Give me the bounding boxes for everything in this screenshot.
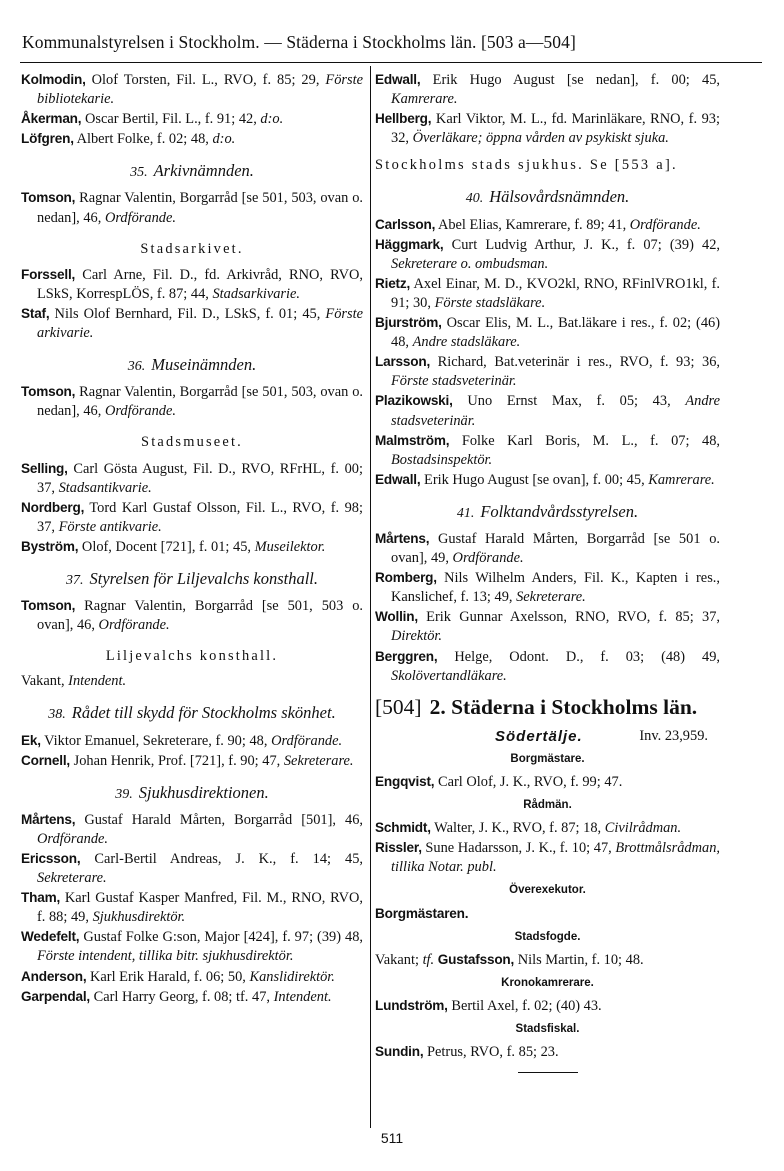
directory-entry xyxy=(375,431,720,470)
person-title: Ordförande. xyxy=(271,732,343,749)
directory-entry xyxy=(21,596,363,635)
person-details: Carl Gösta August, Fil. D., RVO, RFrHL, f. 00; 37, xyxy=(37,460,363,496)
directory-entry xyxy=(375,568,720,607)
person-details: Tord Karl Gustaf Olsson, Fil. L., RVO, f. 98; 37, xyxy=(37,499,363,535)
person-name: Larsson, xyxy=(375,354,431,370)
person-details: Curt Ludvig Arthur, J. K., f. 07; (39) 42, xyxy=(443,236,720,253)
person-title: Kamrerare. xyxy=(391,91,458,108)
subheading-stadsfogde: Stadsfogde. xyxy=(514,930,581,943)
directory-entry xyxy=(375,647,720,686)
person-name: Mårtens, xyxy=(21,811,76,827)
section-heading-35: 35. Arkivnämnden. xyxy=(130,161,254,181)
person-details: Albert Folke, f. 02; 48, xyxy=(73,131,213,148)
person-title: Förste stadsläkare. xyxy=(434,294,546,311)
directory-entry xyxy=(375,607,720,646)
person-title: Sekreterare. xyxy=(37,870,107,887)
town-heading: Södertälje. Inv. 23,959. xyxy=(495,727,708,745)
subheading-stadsmuseet: Stadsmuseet. xyxy=(141,434,243,451)
person-name: Engqvist, xyxy=(375,774,435,789)
person-name: Bjurström, xyxy=(375,315,442,331)
person-name: Nordberg, xyxy=(21,499,85,515)
person-details: Abel Elias, Kamrerare, f. 89; 41, xyxy=(435,216,630,233)
page-number: 511 xyxy=(380,1130,404,1146)
directory-entry xyxy=(21,265,363,304)
person-details: Erik Gunnar Axelsson, RNO, RVO, f. 85; 37, xyxy=(417,609,720,626)
person-name: Rissler, xyxy=(375,840,422,856)
directory-entry xyxy=(21,849,363,888)
person-details: Gustaf Harald Mårten, Borgarråd [se 501 o. ovan], 49, xyxy=(391,530,720,567)
closing-rule xyxy=(518,1072,578,1073)
person-name: Romberg, xyxy=(375,570,437,586)
entry-list xyxy=(21,731,363,771)
person-details: Oscar Elis, M. L., Bat.läkare i res., f. 02; (46) 48, xyxy=(391,315,720,351)
person-title: Ordförande. xyxy=(629,216,701,233)
person-details: Folke Karl Boris, M. L., f. 07; 48, xyxy=(449,432,720,449)
entry-list xyxy=(21,188,363,227)
directory-entry xyxy=(21,70,363,109)
person-name: Plazikowski, xyxy=(375,393,453,409)
directory-entry xyxy=(21,810,363,849)
directory-entry xyxy=(21,731,363,751)
directory-entry xyxy=(21,888,363,927)
directory-entry xyxy=(21,537,363,557)
person-title: Sekreterare. xyxy=(516,589,586,606)
directory-entry xyxy=(375,1042,720,1062)
person-title: Förste intendent, tillika bitr. sjukhusdirektör. xyxy=(37,948,294,965)
directory-entry xyxy=(21,129,363,149)
person-name: Staf, xyxy=(21,305,50,321)
stadsfogde-entry: Vakant; tf. Gustafsson, Nils Martin, f. 10; 48. xyxy=(375,951,644,968)
person-details: Erik Hugo August [se ovan], f. 00; 45, xyxy=(420,471,649,488)
directory-entry xyxy=(375,352,720,391)
person-details: Karl Gustaf Kasper Manfred, Fil. M., RNO, RVO, f. 88; 49, xyxy=(37,890,363,926)
directory-entry xyxy=(21,967,363,987)
person-details: Olof, Docent [721], f. 01; 45, xyxy=(78,538,255,555)
entry-list xyxy=(21,70,363,149)
person-name: Hellberg, xyxy=(375,111,432,127)
person-title: Förste antikvarie. xyxy=(58,518,162,535)
person-details: Carl Olof, J. K., RVO, f. 99; 47. xyxy=(434,774,623,790)
person-name: Carlsson, xyxy=(375,216,436,232)
entry-list xyxy=(375,215,720,490)
person-details: Johan Henrik, Prof. [721], f. 90; 47, xyxy=(70,752,284,769)
person-title: Sekreterare o. ombudsman. xyxy=(391,255,549,272)
person-title: Brottmålsrådman, tillika Notar. publ. xyxy=(391,840,720,876)
person-name: Selling, xyxy=(21,460,68,476)
directory-entry xyxy=(375,818,720,838)
person-details: Karl Erik Harald, f. 06; 50, xyxy=(86,968,250,985)
person-name: Lundström, xyxy=(375,997,448,1013)
person-details: Nils Wilhelm Anders, Fil. K., Kapten i res., Kanslichef, f. 13; 49, xyxy=(391,570,720,606)
person-details: Gustaf Folke G:son, Major [424], f. 97; (39) 48, xyxy=(79,929,363,946)
person-title: Förste arkivarie. xyxy=(37,305,363,342)
person-name: Sundin, xyxy=(375,1044,424,1060)
directory-entry xyxy=(21,751,363,771)
person-title: Ordförande. xyxy=(452,550,524,567)
person-name: Wollin, xyxy=(375,609,418,625)
person-details: Olof Torsten, Fil. L., RVO, f. 85; 29, xyxy=(85,72,326,88)
directory-entry xyxy=(375,235,720,274)
person-title: Stadsantikvarie. xyxy=(58,479,152,496)
person-title: Skolövertandläkare. xyxy=(391,667,507,684)
person-title: Andre stadsveterinär. xyxy=(391,393,720,429)
borgmastaren-entry: Borgmästaren. xyxy=(375,905,469,921)
entry-list xyxy=(21,265,363,343)
person-name: Cornell, xyxy=(21,752,71,768)
directory-entry xyxy=(375,109,720,148)
directory-entry xyxy=(375,215,720,235)
person-name: Wedefelt, xyxy=(21,929,80,945)
person-details: Oscar Bertil, Fil. L., f. 91; 42, xyxy=(81,111,261,128)
person-title: d:o. xyxy=(212,131,236,148)
section-heading-41: 41. Folktandvårdsstyrelsen. xyxy=(456,501,639,521)
column-divider xyxy=(370,66,371,1128)
person-details: Viktor Emanuel, Sekreterare, f. 90; 48, xyxy=(40,732,272,749)
subheading-borgmastare: Borgmästare. xyxy=(510,752,585,765)
person-title: Kamrerare. xyxy=(648,471,715,488)
person-name: Rietz, xyxy=(375,275,411,291)
person-details: Axel Einar, M. D., KVO2kl, RNO, RFinlVRO1kl, f. 91; 30, xyxy=(391,275,720,311)
directory-entry xyxy=(21,459,363,498)
person-title: Andre stadsläkare. xyxy=(412,334,521,351)
person-name: Edwall, xyxy=(375,471,421,487)
directory-entry xyxy=(21,927,363,966)
person-details: Ragnar Valentin, Borgarråd [se 501, 503 o. ovan], 46, xyxy=(37,598,363,634)
entry-list xyxy=(21,596,363,635)
person-details: Uno Ernst Max, f. 05; 43, xyxy=(452,393,686,410)
person-name: Anderson, xyxy=(21,968,87,984)
person-title: Stadsarkivarie. xyxy=(212,285,301,302)
section-heading-37: 37. Styrelsen för Liljevalchs konsthall. xyxy=(65,568,319,588)
vakant-entry: Vakant, Intendent. xyxy=(21,673,127,690)
subheading-radman: Rådmän. xyxy=(523,799,572,812)
section-heading-38: 38. Rådet till skydd för Stockholms skönhet. xyxy=(48,703,336,723)
sjukhus-reference: Stockholms stads sjukhus. Se [553 a]. xyxy=(375,157,678,174)
person-details: Helge, Odont. D., f. 03; (48) 49, xyxy=(437,648,720,665)
chapter-heading: [504] 2. Städerna i Stockholms län. xyxy=(375,694,698,719)
person-title: Civilrådman. xyxy=(604,820,682,837)
person-details: Sune Hadarsson, J. K., f. 10; 47, xyxy=(421,840,616,857)
directory-entry xyxy=(21,188,363,227)
person-title: Intendent. xyxy=(273,988,332,1005)
person-title: Ordförande. xyxy=(37,830,109,847)
person-details: Ragnar Valentin, Borgarråd [se 501, 503, ovan o. nedan], 46, xyxy=(37,384,363,420)
person-details: Ragnar Valentin, Borgarråd [se 501, 503, ovan o. nedan], 46, xyxy=(37,190,363,226)
person-name: Löfgren, xyxy=(21,131,74,147)
person-details: Gustaf Harald Mårten, Borgarråd [501], 46, xyxy=(75,811,363,828)
person-name: Ek, xyxy=(21,732,41,748)
person-name: Garpendal, xyxy=(21,988,91,1004)
person-details: Richard, Bat.veterinär i res., RVO, f. 93; 36, xyxy=(430,354,720,371)
person-name: Tham, xyxy=(21,890,61,906)
directory-entry xyxy=(375,274,720,313)
person-name: Häggmark, xyxy=(375,236,444,252)
person-details: Carl Harry Georg, f. 08; tf. 47, xyxy=(90,988,274,1005)
subheading-liljevalchs: Liljevalchs konsthall. xyxy=(105,648,279,665)
entry-list xyxy=(375,996,720,1016)
directory-entry xyxy=(21,304,363,343)
directory-entry xyxy=(375,772,720,792)
person-name: Mårtens, xyxy=(375,530,430,546)
person-details: Petrus, RVO, f. 85; 23. xyxy=(423,1044,559,1061)
directory-entry xyxy=(375,70,720,109)
person-name: Forssell, xyxy=(21,266,76,282)
entry-list xyxy=(375,772,720,792)
person-name: Edwall, xyxy=(375,72,421,87)
person-name: Tomson, xyxy=(21,384,76,400)
person-title: d:o. xyxy=(260,111,284,128)
person-title: Museilektor. xyxy=(254,538,326,555)
section-heading-36: 36. Museinämnden. xyxy=(127,355,257,375)
entry-list xyxy=(375,818,720,877)
section-heading-40: 40. Hälsovårdsnämnden. xyxy=(465,187,630,207)
directory-entry xyxy=(375,838,720,877)
subheading-stadsfiskal: Stadsfiskal. xyxy=(515,1023,580,1036)
person-title: Direktör. xyxy=(391,628,443,645)
directory-entry xyxy=(21,109,363,129)
section-heading-39: 39. Sjukhusdirektionen. xyxy=(115,782,269,802)
page-header: Kommunalstyrelsen i Stockholm. — Städerna i Stockholms län. [503 a—504] xyxy=(22,32,576,52)
directory-entry xyxy=(375,470,720,490)
directory-entry xyxy=(21,498,363,537)
person-title: Sekreterare. xyxy=(283,752,354,769)
person-details: Carl Arne, Fil. D., fd. Arkivråd, RNO, RVO, LSkS, KorrespLÖS, f. 87; 44, xyxy=(37,266,363,302)
entry-list xyxy=(375,70,720,148)
entry-list xyxy=(375,529,720,686)
person-title: Förste stadsveterinär. xyxy=(391,373,517,390)
subheading-kronokamrerare: Kronokamrerare. xyxy=(501,976,594,989)
directory-entry xyxy=(375,996,720,1016)
person-details: Erik Hugo August [se nedan], f. 00; 45, xyxy=(420,72,720,88)
subheading-stadsarkivet: Stadsarkivet. xyxy=(140,240,244,257)
person-name: Byström, xyxy=(21,538,79,554)
directory-entry xyxy=(375,391,720,430)
person-name: Berggren, xyxy=(375,648,438,664)
directory-entry xyxy=(21,382,363,421)
person-name: Åkerman, xyxy=(21,111,82,127)
person-name: Schmidt, xyxy=(375,820,431,836)
subheading-overexekutor: Överexekutor. xyxy=(509,884,586,897)
person-name: Malmström, xyxy=(375,432,450,448)
person-title: Ordförande. xyxy=(104,209,176,226)
right-column xyxy=(375,70,720,1073)
person-name: Kolmodin, xyxy=(21,72,86,87)
left-column xyxy=(21,70,363,1007)
person-title: Förste bibliotekarie. xyxy=(37,72,363,108)
person-name: Tomson, xyxy=(21,190,76,206)
person-details: Walter, J. K., RVO, f. 87; 18, xyxy=(430,820,605,837)
person-title: Bostadsinspektör. xyxy=(391,451,493,468)
header-rule xyxy=(20,62,762,63)
entry-list xyxy=(21,810,363,1007)
directory-entry xyxy=(375,313,720,352)
person-name: Ericsson, xyxy=(21,851,81,866)
person-details: Karl Viktor, M. L., fd. Marinläkare, RNO, f. 93; 32, xyxy=(391,111,720,147)
person-title: Sjukhusdirektör. xyxy=(92,909,186,926)
person-details: Nils Olof Bernhard, Fil. D., LSkS, f. 01; 45, xyxy=(49,305,326,322)
entry-list xyxy=(21,459,363,557)
person-title: Ordförande. xyxy=(98,617,170,634)
entry-list xyxy=(375,1042,720,1062)
directory-entry xyxy=(21,987,363,1007)
person-title: Överläkare; öppna vården av psykiskt sjuka. xyxy=(412,130,669,147)
directory-entry xyxy=(375,529,720,568)
entry-list xyxy=(21,382,363,421)
person-title: Ordförande. xyxy=(104,403,176,420)
person-title: Kanslidirektör. xyxy=(249,968,335,985)
person-name: Tomson, xyxy=(21,598,76,614)
person-details: Bertil Axel, f. 02; (40) 43. xyxy=(447,997,602,1014)
person-details: Carl-Bertil Andreas, J. K., f. 14; 45, xyxy=(80,851,363,867)
